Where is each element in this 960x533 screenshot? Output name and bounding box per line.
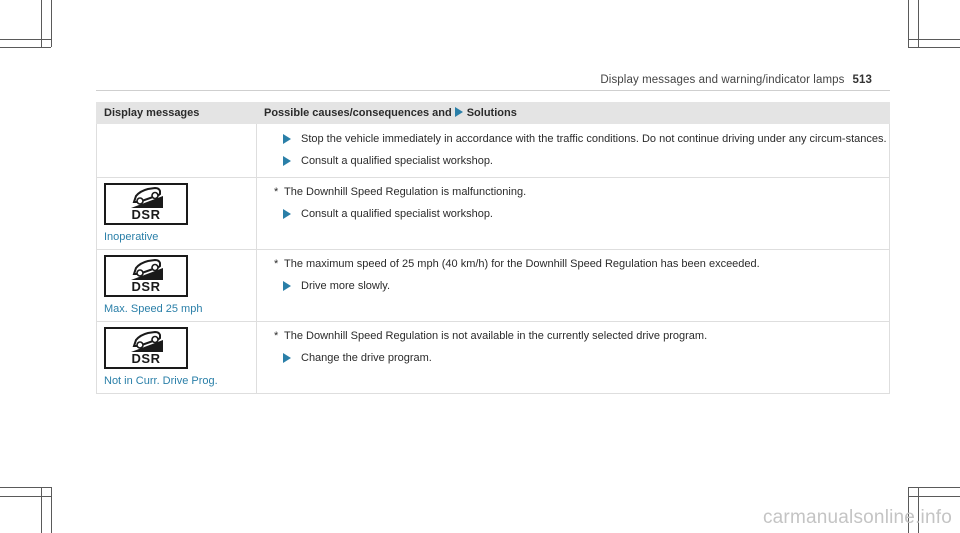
column-header-solutions: Solutions [466, 107, 517, 119]
crop-mark [908, 487, 960, 488]
dsr-label: DSR [131, 279, 161, 294]
solution-cell [257, 124, 890, 178]
crop-mark [908, 496, 960, 497]
table-row [97, 124, 890, 178]
display-message-cell [97, 178, 257, 250]
crop-mark [0, 47, 51, 48]
crop-mark [41, 487, 42, 533]
bullet-arrow-icon [283, 156, 291, 166]
crop-mark [51, 487, 52, 533]
star-symbol: * [274, 186, 279, 198]
dsr-car-on-slope-icon [104, 183, 188, 225]
header-divider [96, 90, 890, 91]
display-message-cell [97, 322, 257, 394]
page-header [600, 74, 872, 86]
dsr-car-on-slope-icon [104, 327, 188, 369]
cause-text [274, 257, 889, 271]
cause-description: The Downhill Speed Regulation is malfunctioning. [284, 186, 527, 198]
cause-text [274, 185, 889, 199]
star-symbol: * [274, 330, 279, 342]
column-header-causes: Possible causes/consequences and [264, 107, 452, 119]
cause-description: The Downhill Speed Regulation is not available in the currently selected drive program. [284, 330, 708, 342]
crop-mark [51, 0, 52, 47]
star-symbol: * [274, 258, 279, 270]
cause-description: The maximum speed of 25 mph (40 km/h) for the Downhill Speed Regulation has been exceeded. [284, 258, 760, 270]
bullet-arrow-icon [283, 281, 291, 291]
status-message: Max. Speed 25 mph [104, 303, 203, 315]
page-number: 513 [852, 74, 872, 86]
dsr-label: DSR [131, 207, 161, 222]
table-row [97, 178, 890, 250]
column-header-display-messages: Display messages [97, 103, 257, 124]
solution-cell [257, 178, 890, 250]
solution-bullet [273, 207, 889, 221]
crop-mark [0, 496, 51, 497]
solution-cell [257, 250, 890, 322]
solution-text: Drive more slowly. [301, 280, 391, 292]
solutions-arrow-icon [455, 107, 463, 117]
crop-mark [908, 47, 960, 48]
display-message-cell [97, 250, 257, 322]
dsr-label: DSR [131, 351, 161, 366]
solution-text: Stop the vehicle immediately in accordance with the traffic conditions. Do not continue driving under any circum-stances. [301, 133, 887, 145]
watermark: carmanualsonline.info [762, 507, 952, 528]
cause-text [274, 329, 889, 343]
status-message: Not in Curr. Drive Prog. [104, 375, 218, 387]
solution-bullet [273, 154, 889, 168]
page-header-title: Display messages and warning/indicator lamps [600, 74, 845, 86]
bullet-arrow-icon [283, 209, 291, 219]
solution-bullet [273, 132, 889, 146]
solution-bullet [273, 351, 889, 365]
crop-mark [908, 39, 960, 40]
solution-text: Consult a qualified specialist workshop. [301, 155, 493, 167]
bullet-arrow-icon [283, 353, 291, 363]
table-row [97, 322, 890, 394]
solution-cell [257, 322, 890, 394]
solution-bullet [273, 279, 889, 293]
crop-mark [0, 487, 51, 488]
column-header-causes-solutions [257, 103, 890, 124]
dsr-car-on-slope-icon [104, 255, 188, 297]
solution-text: Consult a qualified specialist workshop. [301, 208, 493, 220]
display-message-cell [97, 124, 257, 178]
crop-mark [0, 39, 51, 40]
status-message: Inoperative [104, 231, 159, 243]
table-row [97, 250, 890, 322]
solution-text: Change the drive program. [301, 352, 432, 364]
bullet-arrow-icon [283, 134, 291, 144]
table-header-row [97, 103, 890, 124]
display-messages-table [96, 102, 890, 394]
